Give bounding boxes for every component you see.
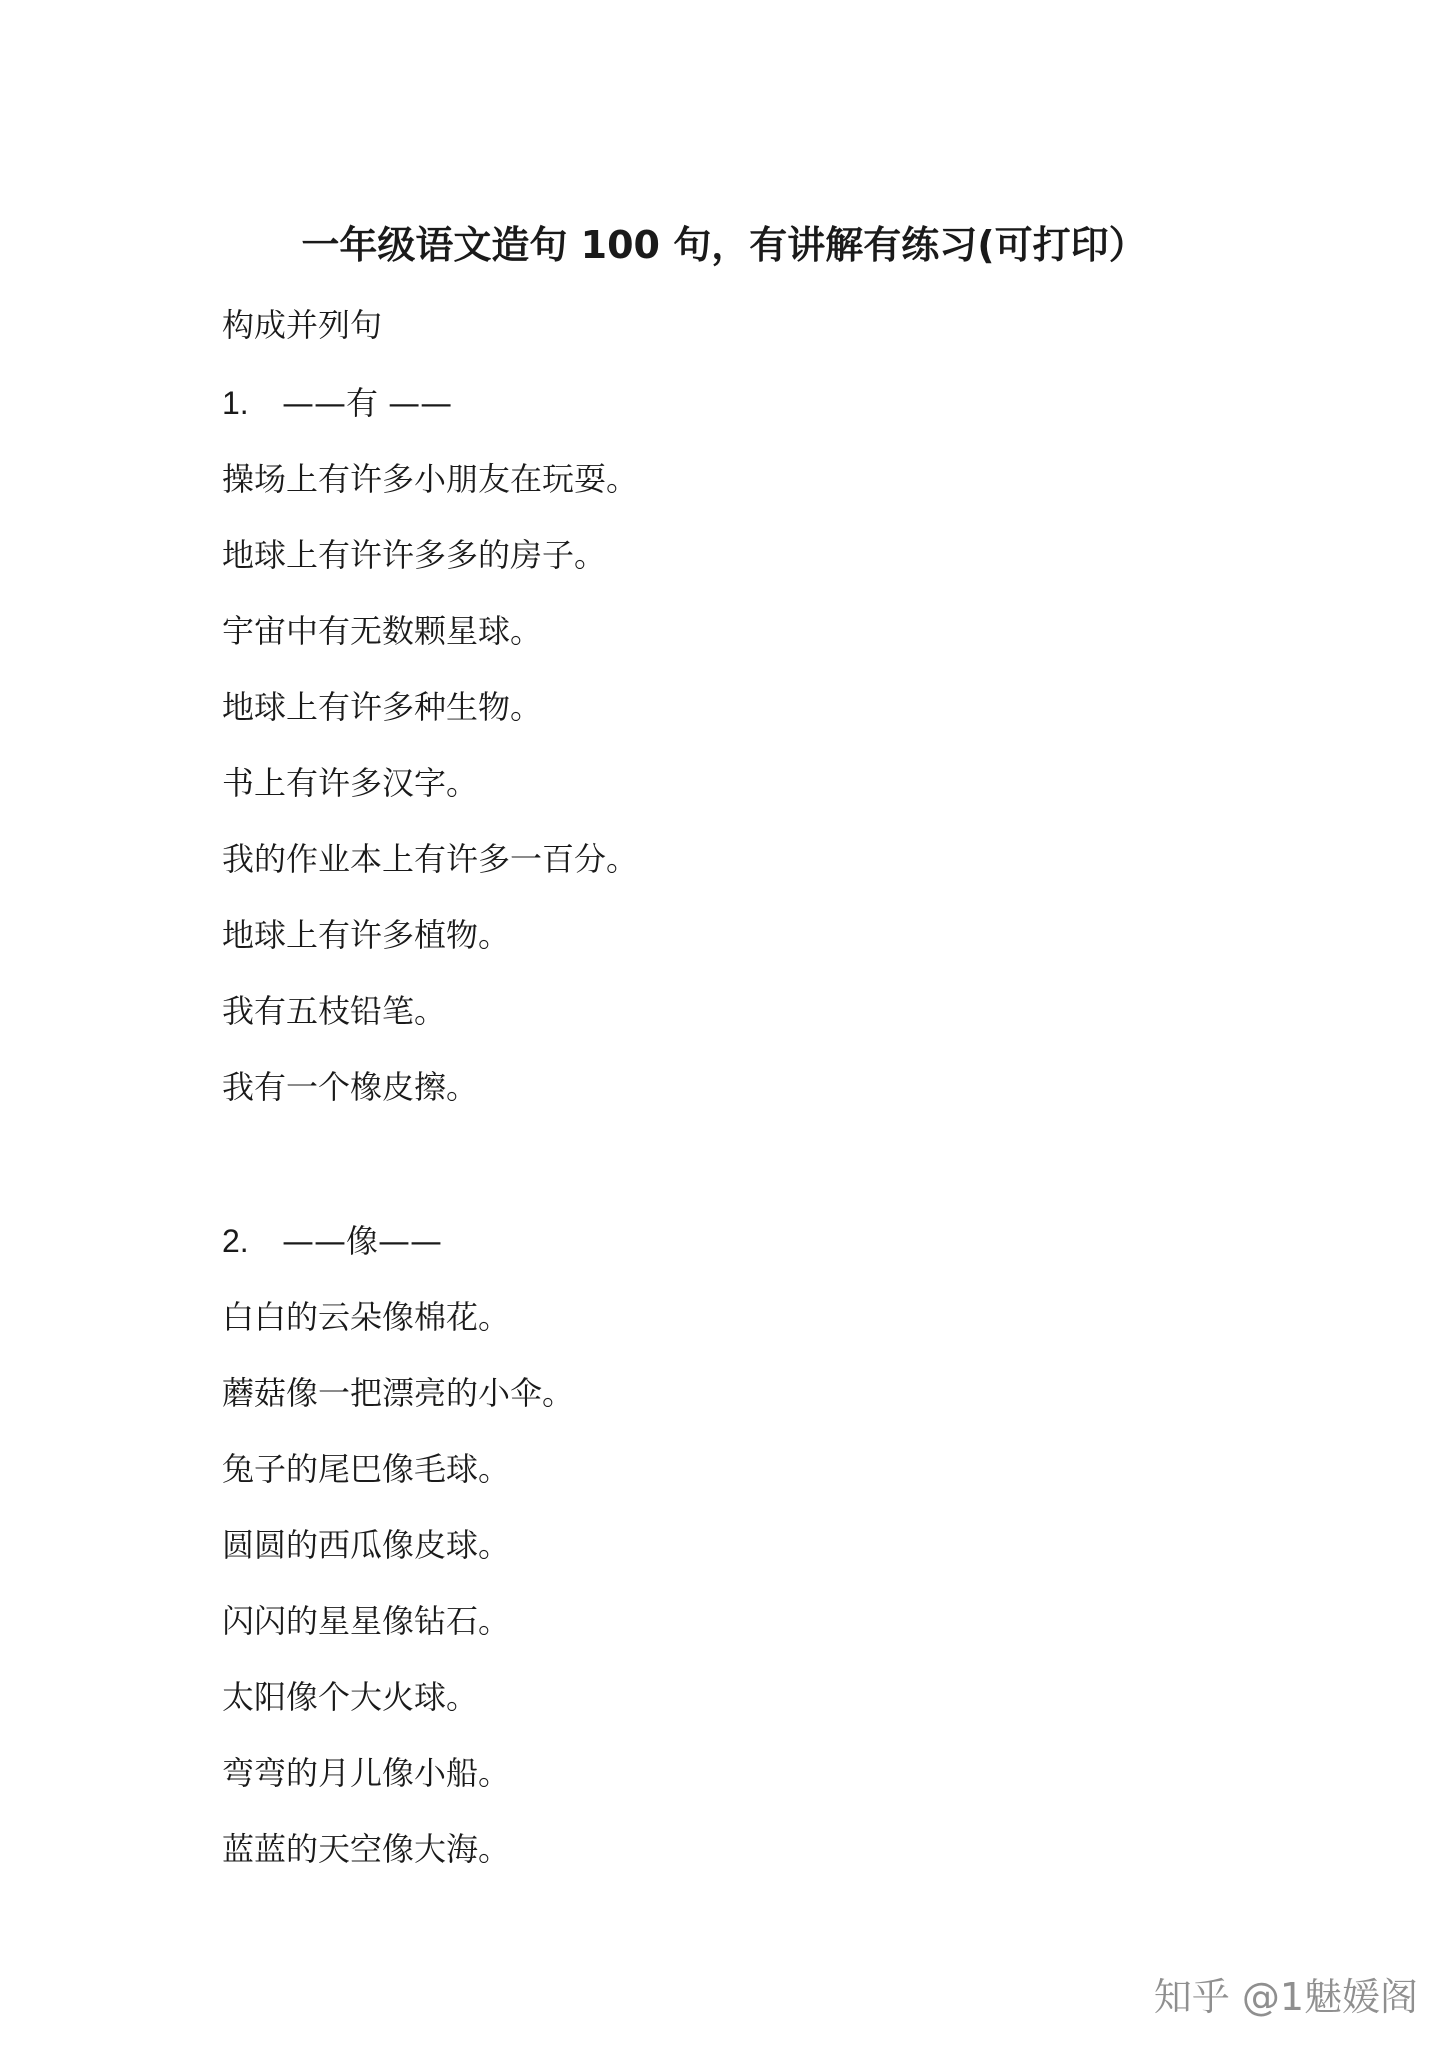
sentence-1-1: 操场上有许多小朋友在玩耍。 [222,460,639,498]
sentence-2-2: 蘑菇像一把漂亮的小伞。 [222,1374,575,1412]
sentence-1-5: 书上有许多汉字。 [222,764,479,802]
page-title: 一年级语文造句 100 句，有讲解有练习(可打印） [301,223,1147,267]
section-1-pattern: ——有 —— [282,384,453,422]
sentence-2-7: 弯弯的月儿像小船。 [222,1754,511,1792]
sentence-2-6: 太阳像个大火球。 [222,1678,479,1716]
sentence-1-4: 地球上有许多种生物。 [222,688,543,726]
sentence-1-8: 我有五枝铅笔。 [222,992,447,1030]
sentence-2-3: 兔子的尾巴像毛球。 [222,1450,511,1488]
sentence-2-5: 闪闪的星星像钻石。 [222,1602,511,1640]
section-1-heading [222,381,452,425]
section-1-number: 1. [222,385,249,421]
zhihu-watermark: 知乎 @1魅媛阁 [1153,1975,1418,2019]
section-2-number: 2. [222,1223,249,1259]
sentence-1-3: 宇宙中有无数颗星球。 [222,612,543,650]
category-heading: 构成并列句 [222,306,383,344]
sentence-2-4: 圆圆的西瓜像皮球。 [222,1526,511,1564]
section-2-heading [222,1219,442,1263]
section-2-pattern: ——像—— [282,1222,443,1260]
sentence-1-6: 我的作业本上有许多一百分。 [222,840,639,878]
sentence-1-7: 地球上有许多植物。 [222,916,511,954]
sentence-1-9: 我有一个橡皮擦。 [222,1068,479,1106]
sentence-1-2: 地球上有许许多多的房子。 [222,536,607,574]
sentence-2-1: 白白的云朵像棉花。 [222,1298,511,1336]
sentence-2-8: 蓝蓝的天空像大海。 [222,1830,511,1868]
